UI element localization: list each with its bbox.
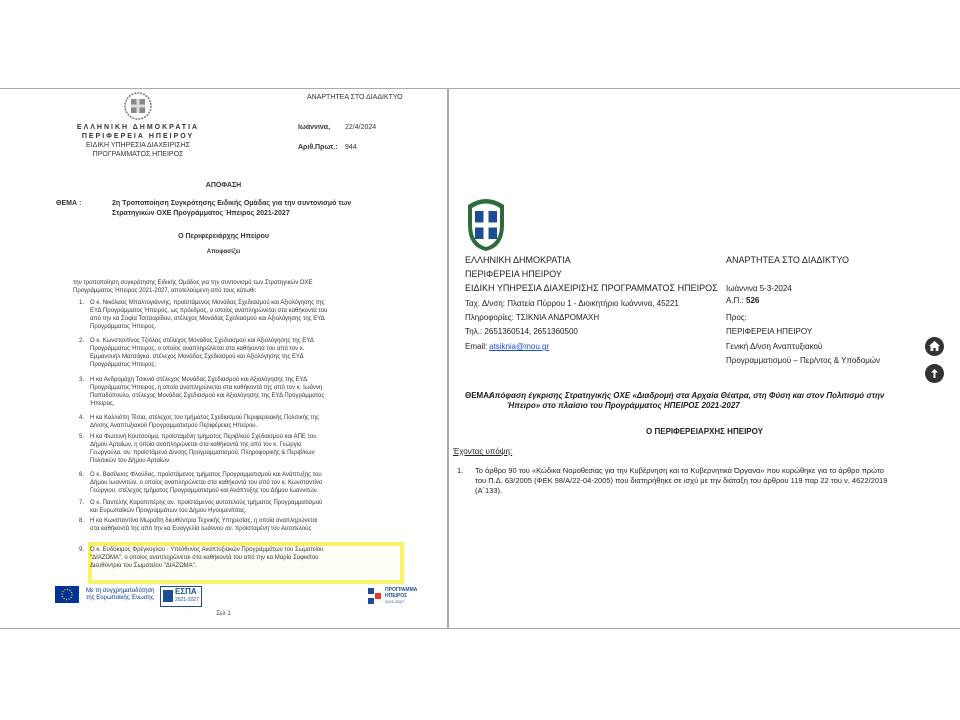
considering-heading: Έχοντας υπόψη: bbox=[453, 447, 513, 456]
address-line: Ταχ. Δ/νση: Πλατεία Πύρρου 1 - Διοικητήριο Ιωάννινα, 45221 bbox=[465, 299, 679, 308]
governor-heading: Ο ΠΕΡΙΦΕΡΕΙΑΡΧΗΣ ΗΠΕΙΡΟΥ bbox=[646, 427, 763, 436]
home-icon bbox=[925, 337, 944, 356]
member-item: 8. Η κα Κωνσταντίνα Μωραΐτη διευθύντρια Τεχνικής Υπηρεσίας, η οποία αναπληρώνεται στα καθήκοντά της από την κα Ευαγγελία Ιωάννου αν. προϊσταμένη του Αυτοτελούς bbox=[79, 518, 318, 532]
subject-label: ΘΕΜΑ: bbox=[465, 391, 492, 400]
posted-label: ΑΝΑΡΤΗΤΕΑ ΣΤΟ ΔΙΑΔΙΚΤΥΟ bbox=[307, 94, 403, 101]
protocol-label: Αριθ.Πρωτ.: bbox=[298, 144, 338, 151]
program-logo-icon bbox=[368, 588, 382, 604]
back-button[interactable] bbox=[925, 364, 944, 383]
eu-cofunding-text: της Ευρωπαϊκής Ένωσης bbox=[86, 595, 154, 601]
email-link[interactable]: atsiknia@mou.gr bbox=[489, 342, 550, 351]
posted-label: ΑΝΑΡΤΗΤΕΑ ΣΤΟ ΔΙΑΔΙΚΤΥΟ bbox=[726, 255, 849, 265]
phone-line: Τηλ.: 2651360514, 2651360500 bbox=[465, 327, 578, 336]
info-line: Πληροφορίες: ΤΣΙΚΝΙΑ ΑΝΔΡΟΜΑΧΗ bbox=[465, 313, 600, 322]
org-line: ΕΛΛΗΝΙΚΗ ΔΗΜΟΚΡΑΤΙΑ bbox=[76, 124, 200, 131]
left-document bbox=[0, 88, 448, 629]
protocol-number: 944 bbox=[345, 144, 357, 151]
to-label: Προς: bbox=[726, 313, 747, 322]
org-line: ΠΕΡΙΦΕΡΕΙΑ ΗΠΕΙΡΟΥ bbox=[81, 133, 195, 140]
org-line: ΠΕΡΙΦΕΡΕΙΑ ΗΠΕΙΡΟΥ bbox=[465, 269, 562, 279]
subject-text: Στρατηγικών ΟΧΕ Προγράμματος Ήπειρος 2021-2027 bbox=[112, 210, 290, 217]
back-arrow-icon bbox=[925, 364, 944, 383]
member-item: 2. Ο κ. Κωνσταντίνος Τζιόλας στέλεχος Μονάδας Σχεδιασμού και Αξιολόγησης της ΕΥΔ Προγράμματος Ήπειρος, ο οποίος αναπληρώνεται στα καθήκοντά του από τον κ. Εμμανουήλ Ματσάγκα, στέλεχος Μονάδας Σχεδιασμού και Αξιολόγησης της ΕΥΔ Προγράμματος Ήπειρος. bbox=[79, 338, 314, 368]
member-item: 7. Ο κ. Παντελής Καραπιπέρης αν. προϊστάμενος αυτοτελούς τμήματος Προγραμματισμού και Ευρωπαϊκών Προγραμμάτων του Δήμου Ηγουμενίτσας. bbox=[79, 500, 323, 514]
intro-text: Προγράμματος Ήπειρος 2021-2027, αποτελούμενη από τους κάτωθι: bbox=[73, 288, 257, 294]
consideration-number: 1. bbox=[457, 466, 464, 475]
consideration-text: του Π.Δ. 63/2005 (ΦΕΚ 98/Α/22-04-2005) που διατηρήθηκε σε ισχύ με την διάταξη του άρθρου 119 παρ 22 του ν. 4622/2019 bbox=[475, 476, 888, 485]
subject-text: Ήπειρο» στο πλαίσιο του Προγράμματος ΗΠΕΙΡΟΣ 2021-2027 bbox=[507, 401, 740, 410]
consideration-text: Το άρθρο 90 του «Κώδικα Νομοθεσίας για την Κυβέρνηση και τα Κυβερνητικά Όργανα» που κυρώθηκε για το άρθρο πρώτο bbox=[475, 466, 884, 475]
eu-cofunding-text: Με τη συγχρηματοδότηση bbox=[86, 588, 155, 594]
member-item: 6. Ο κ. Βασίλειος Φλούδας, προϊστάμενος τμήματος Προγραμματισμού και Ανάπτυξης του Δήμου Ιωαννιτών, ο οποίος αναπληρώνεται στα καθήκοντά του από τον κ. Κωνσταντίνο Γεώργιου, στέλεχος τμήματος Προγραμματισμού και Ανάπτυξης του Δήμου Ιωαννιτών. bbox=[79, 472, 323, 494]
member-item: 4. Η κα Καλλιόπη Τέσια, στέλεχος του τμήματος Σχεδιασμού Περιφερειακής Πολιτικής της Δ/νσης Αναπτυξιακού Προγραμματισμού Περιφέρειας Ηπείρου. bbox=[79, 415, 320, 429]
recipient-line: Γενική Δ/νση Αναπτυξιακού bbox=[726, 342, 823, 351]
org-line: ΕΙΔΙΚΗ ΥΠΗΡΕΣΙΑ ΔΙΑΧΕΙΡΙΣΗΣ bbox=[86, 142, 190, 149]
subject-label: ΘΕΜΑ : bbox=[56, 200, 82, 207]
page-number: Σελ 1 bbox=[216, 611, 231, 617]
place-date: Ιωάννινα 5-3-2024 bbox=[726, 284, 792, 293]
espa-logo: ΕΣΠΑ 2021-2027 bbox=[160, 586, 202, 607]
org-line: ΕΙΔΙΚΗ ΥΠΗΡΕΣΙΑ ΔΙΑΧΕΙΡΙΣΗΣ ΠΡΟΓΡΑΜΜΑΤΟΣ ΗΠΕΙΡΟΣ bbox=[465, 283, 718, 293]
member-item: 5. Η κα Φωτεινή Κουτσούμα, προϊσταμένη τμήματος Περιβ/κού Σχεδιασμού και ΑΠΕ του Δήμου Αρταίων, η οποία αναπληρώνεται στα καθήκοντά της από τον κ. Γεώργιο Γεωργούλα, αν. προϊστάμενο Δ/νσης Προγραμματισμού, Πληροφορικής & Περιβ/κων Πολιτικών του Δήμου Αρταίων. bbox=[79, 434, 317, 464]
decision-title: ΑΠΟΦΑΣΗ bbox=[205, 182, 242, 189]
right-document bbox=[448, 88, 960, 629]
protocol-number: 526 bbox=[746, 296, 760, 305]
protocol-label: Α.Π.: bbox=[726, 296, 744, 305]
subject-text: Απόφαση έγκρισης Στρατηγικής ΟΧΕ «Διαδρομή στα Αρχαία Θέατρα, στη Φύση και στον Πολιτισμό στην bbox=[489, 391, 885, 400]
member-item: 3. Η κα Ανδρομάχη Τσικνιά στέλεχος Μονάδας Σχεδιασμού και Αξιολόγησης της ΕΥΔ Προγράμματος Ήπειρος, η οποία αναπληρώνεται στα καθήκοντά της από τον κ. Ιωάννη Παπαδόπουλο, στέλεχος Μονάδας Σχεδιασμού και Αξιολόγησης της ΕΥΔ Προγράμματος Ήπειρος. bbox=[79, 377, 325, 407]
home-button[interactable] bbox=[925, 337, 944, 356]
greek-emblem-icon bbox=[462, 195, 510, 253]
governor-heading: Ο Περιφερειάρχης Ηπείρου bbox=[178, 233, 269, 240]
eu-flag-icon bbox=[55, 586, 79, 603]
consideration-text: (Α΄133). bbox=[475, 486, 503, 495]
place-date-label: Ιωάννινα, bbox=[298, 124, 331, 131]
decides-heading: Αποφασίζει bbox=[206, 249, 241, 255]
program-logo: ΠΡΟΓΡΑΜΜΑ ΗΠΕΙΡΟΣ 2021-2027 bbox=[368, 586, 420, 606]
email-label: Email: bbox=[465, 342, 488, 351]
member-item: 1. Ο κ. Νικόλαος Μπαλτογιάννης, προϊστάμενος Μονάδας Σχεδιασμού και Αξιολόγησης της ΕΥΔ Προγράμματος Ήπειρος, ως πρόεδρος, ο οποίος αναπληρώνεται στα καθήκοντά του από την κα Σοφία Τσιτσαρίδου, στέλεχος Μονάδας Σχεδιασμού και Αξιολόγησης της ΕΥΔ Προγράμματος Ήπειρος. bbox=[79, 300, 328, 330]
subject-text: 2η Τροποποίηση Συγκρότησης Ειδικής Ομάδας για την συντονισμό των bbox=[112, 200, 352, 207]
org-line: ΠΡΟΓΡΑΜΜΑΤΟΣ ΗΠΕΙΡΟΣ bbox=[92, 151, 184, 158]
greek-emblem-icon bbox=[124, 92, 152, 120]
date: 22/4/2024 bbox=[345, 124, 377, 131]
org-line: ΕΛΛΗΝΙΚΗ ΔΗΜΟΚΡΑΤΙΑ bbox=[465, 255, 571, 265]
recipient-line: ΠΕΡΙΦΕΡΕΙΑ ΗΠΕΙΡΟΥ bbox=[726, 327, 813, 336]
member-item-highlighted: 9. Ο κ. Ευδόκιμος Φρέγκογλου - Υπεύθυνος Αναπτυξιακών Προγραμμάτων του Σωματείου "ΔΙΑΖΩΜΑ", ο οποίος αναπληρώνεται στα καθήκοντά του από την κα Μαρία Σοφικίτου Διευθύντρια του Σωματείου "ΔΙΑΖΩΜΑ". bbox=[79, 547, 324, 569]
recipient-line: Προγραμματισμού – Περ/ντος & Υποδομών bbox=[726, 356, 881, 365]
intro-text: την τροποποίηση συγκρότησης Ειδικής Ομάδας για την συντονισμό των Στρατηγικών ΟΧΕ bbox=[73, 280, 313, 286]
